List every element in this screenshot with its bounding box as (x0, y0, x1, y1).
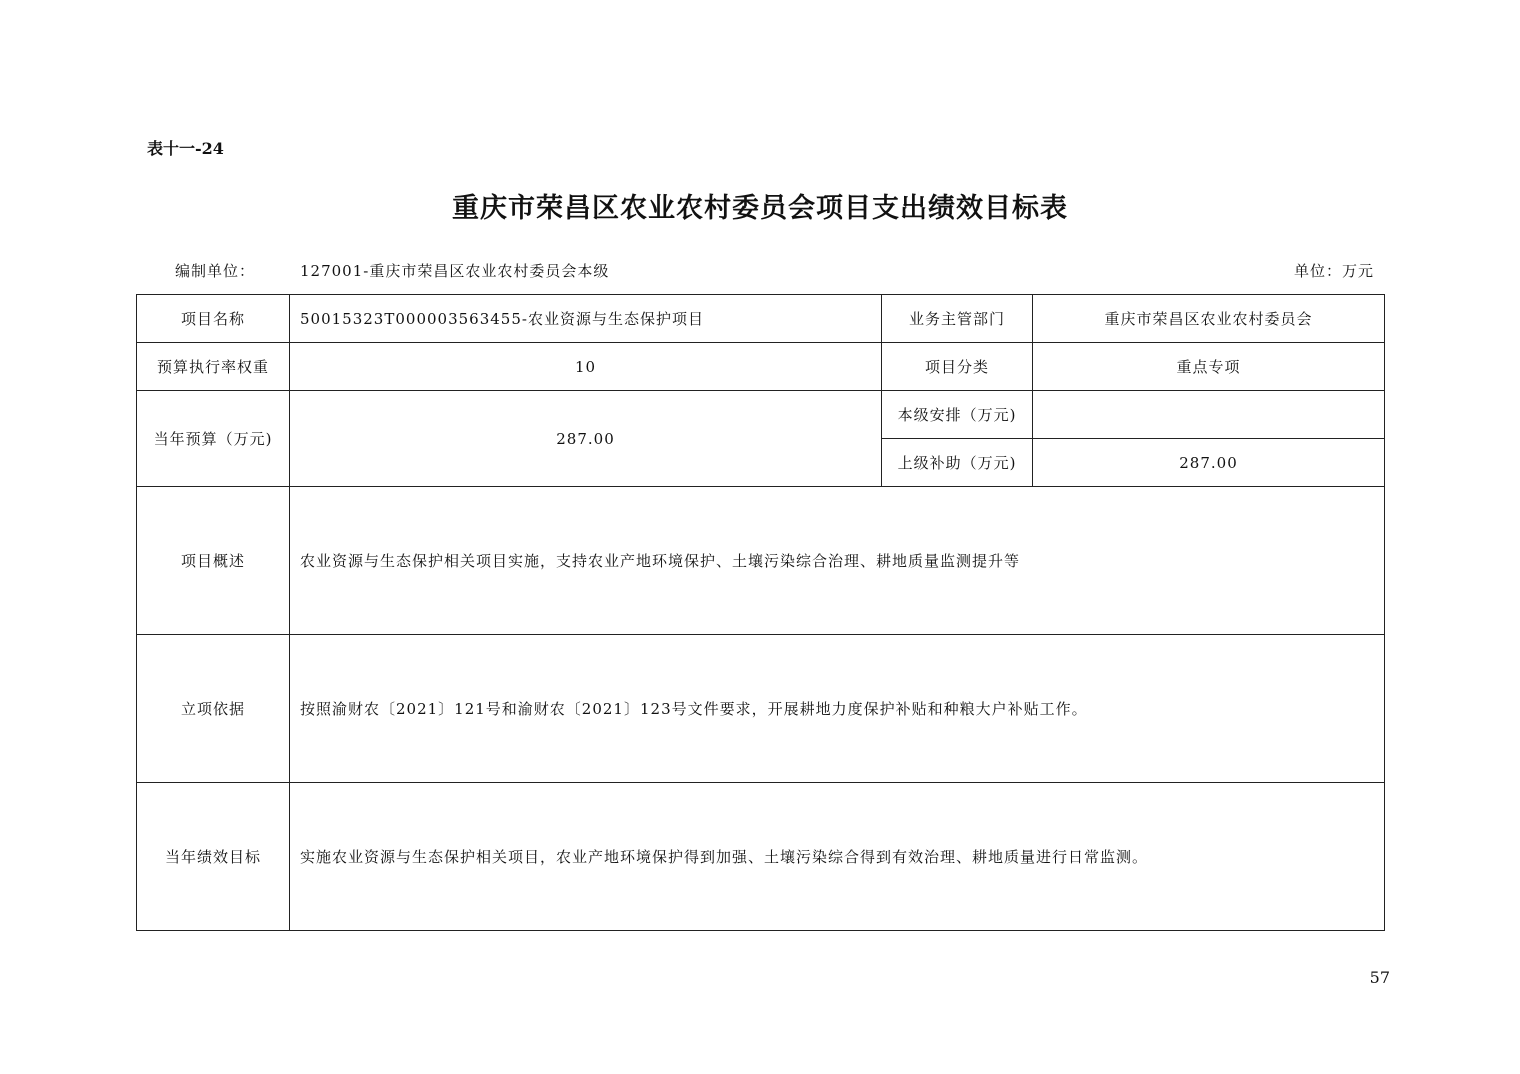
budget-value: 287.00 (290, 391, 882, 487)
dept-label: 业务主管部门 (882, 295, 1033, 343)
table-row (137, 343, 1385, 391)
table-row (137, 783, 1385, 931)
table-row (137, 295, 1385, 343)
local-label: 本级安排（万元) (882, 391, 1033, 439)
basis-value: 按照渝财农〔2021〕121号和渝财农〔2021〕123号文件要求，开展耕地力度保护补贴和种粮大户补贴工作。 (290, 635, 1385, 783)
performance-table (136, 294, 1385, 931)
table-row (137, 487, 1385, 635)
local-value (1033, 391, 1385, 439)
goal-value: 实施农业资源与生态保护相关项目，农业产地环境保护得到加强、土壤污染综合得到有效治理、耕地质量进行日常监测。 (290, 783, 1385, 931)
project-name-label: 项目名称 (137, 295, 290, 343)
currency-unit: 单位：万元 (1293, 262, 1374, 280)
category-value: 重点专项 (1033, 343, 1385, 391)
upper-value: 287.00 (1033, 439, 1385, 487)
project-name-value: 50015323T000003563455-农业资源与生态保护项目 (290, 295, 882, 343)
dept-value: 重庆市荣昌区农业农村委员会 (1033, 295, 1385, 343)
table-row (137, 635, 1385, 783)
table-row (137, 391, 1385, 439)
document-title: 重庆市荣昌区农业农村委员会项目支出绩效目标表 (452, 193, 1068, 224)
goal-label: 当年绩效目标 (137, 783, 290, 931)
weight-label: 预算执行率权重 (137, 343, 290, 391)
table-number: 表十一-24 (147, 139, 224, 158)
basis-label: 立项依据 (137, 635, 290, 783)
budget-label: 当年预算（万元) (137, 391, 290, 487)
upper-label: 上级补助（万元) (882, 439, 1033, 487)
overview-value: 农业资源与生态保护相关项目实施，支持农业产地环境保护、土壤污染综合治理、耕地质量监测提升等 (290, 487, 1385, 635)
unit-label: 编制单位： (175, 262, 256, 280)
weight-value: 10 (290, 343, 882, 391)
page-number: 57 (1369, 968, 1390, 987)
category-label: 项目分类 (882, 343, 1033, 391)
unit-name: 127001-重庆市荣昌区农业农村委员会本级 (300, 262, 610, 280)
overview-label: 项目概述 (137, 487, 290, 635)
